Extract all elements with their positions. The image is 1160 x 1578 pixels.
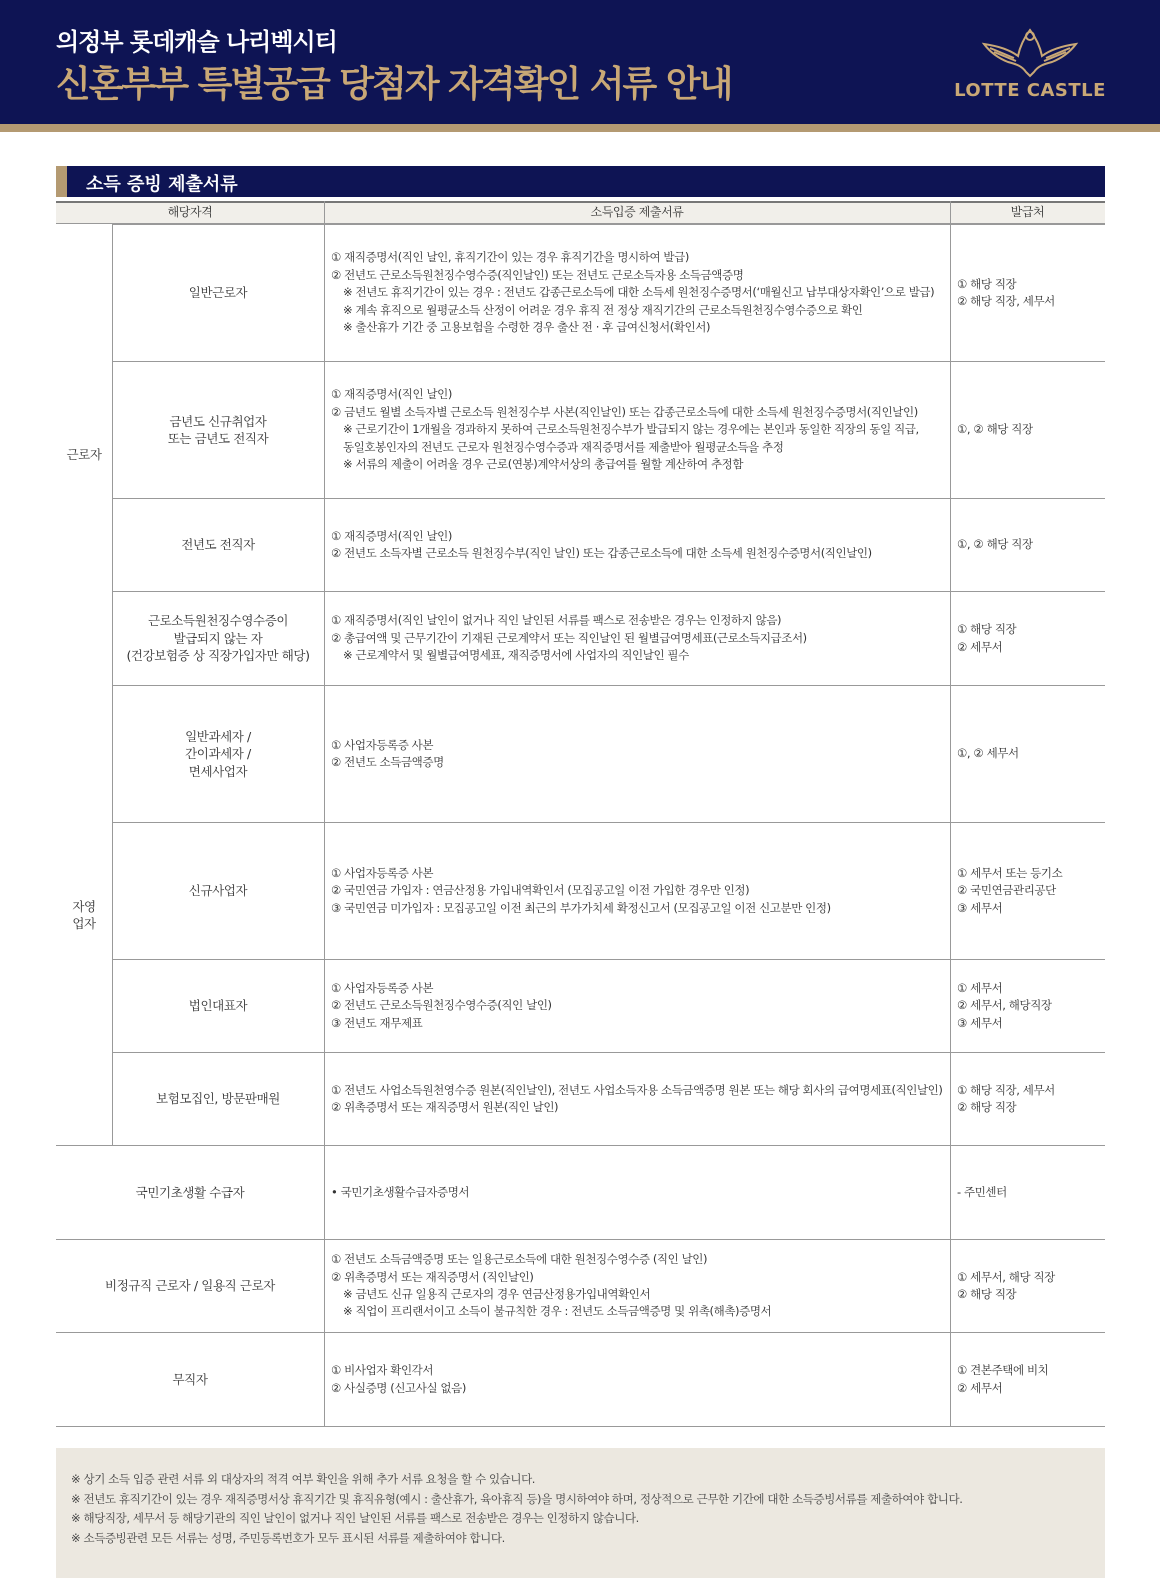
text-line: ② 국민연금관리공단: [957, 883, 1056, 898]
table-row-qualification: [112, 685, 324, 822]
table-row-qualification: [112, 959, 324, 1052]
grid-line: [56, 1426, 1105, 1427]
income-documents-table: [56, 201, 1105, 1433]
notes-list: [71, 1470, 962, 1548]
text-line: ※ 직업이 프리랜서이고 소득이 불규칙한 경우 : 전년도 소득금액증명 및 위촉(해촉)증명서: [343, 1304, 772, 1319]
table-row-qualification: [56, 1145, 324, 1239]
text-line: ① 재직증명서(직인 날인, 휴직기간이 있는 경우 휴직기간을 명시하여 발급): [331, 250, 689, 265]
note-item: ※ 전년도 휴직기간이 있는 경우 재직증명서상 휴직기간 및 휴직유형(예시 : 출산휴가, 육아휴직 등)을 명시하여야 하며, 정상적으로 근무한 기간에 대한 소득증빙서류를 제출하여야 합니다.: [71, 1491, 963, 1506]
eagle-icon: [980, 20, 1080, 80]
table-row-documents: [324, 822, 950, 959]
text-line: ① 해당 직장: [957, 276, 1017, 291]
qualification-label: 법인대표자: [188, 998, 248, 1014]
text-line: ① 재직증명서(직인 날인): [331, 528, 452, 543]
text-line: ② 금년도 월별 소득자별 근로소득 원천징수부 사본(직인날인) 또는 갑종근로소득에 대한 소득세 원천징수증명서(직인날인): [331, 404, 918, 419]
text-line: - 주민센터: [957, 1184, 1007, 1199]
grid-line: [950, 201, 951, 1426]
table-row-issuer: [950, 1332, 1105, 1426]
text-line: ② 위촉증명서 또는 재직증명서 (직인날인): [331, 1269, 534, 1284]
table-row-qualification: [56, 1239, 324, 1332]
table-row-issuer: [950, 224, 1105, 361]
table-row-issuer: [950, 685, 1105, 822]
table-row-documents: [324, 361, 950, 498]
project-name: 의정부 롯데캐슬 나리벡시티: [56, 28, 337, 56]
table-row-qualification: [112, 822, 324, 959]
text-line: ① 해당 직장: [957, 622, 1017, 637]
text-line: ③ 국민연금 미가입자 : 모집공고일 이전 최근의 부가가치세 확정신고서 (모집공고일 이전 신고분만 인정): [331, 900, 831, 915]
text-line: ※ 전년도 휴직기간이 있는 경우 : 전년도 갑종근로소득에 대한 소득세 원천징수증명서(‘매월신고 납부대상자확인’으로 발급): [343, 285, 935, 300]
text-line: ① 비사업자 확인각서: [331, 1363, 434, 1378]
qualification-label: 근로자: [66, 446, 102, 462]
table-row-qualification: [112, 1052, 324, 1145]
text-line: ① 견본주택에 비치: [957, 1363, 1049, 1378]
qualification-label: 보험모집인, 방문판매원: [156, 1091, 280, 1107]
table-row-documents: [324, 591, 950, 685]
section-title: 소득 증빙 제출서류: [86, 174, 238, 195]
text-line: ① 사업자등록증 사본: [331, 865, 434, 880]
text-line: ※ 근로계약서 및 월별급여명세표, 재직증명서에 사업자의 직인날인 필수: [343, 648, 689, 663]
text-line: ③ 세무서: [957, 900, 1003, 915]
table-row-qualification: [112, 498, 324, 591]
text-line: ② 전년도 근로소득원천징수영수증(직인날인) 또는 전년도 근로소득자용 소득금액증명: [331, 267, 744, 282]
text-line: ② 세무서: [957, 1380, 1003, 1395]
qualification-label: 무직자: [172, 1371, 208, 1387]
group-label-self-employed: [56, 685, 112, 1145]
text-line: ③ 전년도 재무제표: [331, 1015, 423, 1030]
text-line: ② 전년도 근로소득원천징수영수증(직인 날인): [331, 998, 552, 1013]
table-row-qualification: [56, 1332, 324, 1426]
text-line: ① 세무서 또는 등기소: [957, 865, 1063, 880]
qualification-label: 비정규직 근로자 / 일용직 근로자: [105, 1278, 275, 1294]
text-line: ② 해당 직장: [957, 1287, 1017, 1301]
text-line: ① 세무서: [957, 980, 1003, 995]
table-row-qualification: [112, 361, 324, 498]
column-header: 발급처: [950, 201, 1105, 224]
note-item: ※ 소득증빙관련 모든 서류는 성명, 주민등록번호가 모두 표시된 서류를 제출하여야 합니다.: [71, 1530, 505, 1545]
text-line: ② 해당 직장: [957, 1100, 1017, 1114]
text-line: ① 전년도 사업소득원천영수증 원본(직인날인), 전년도 사업소득자용 소득금액증명 원본 또는 해당 회사의 급여명세표(직인날인): [331, 1082, 943, 1097]
text-line: ※ 계속 휴직으로 월평균소득 산정이 어려운 경우 휴직 전 정상 재직기간의 근로소득원천징수영수증으로 확인: [343, 302, 863, 317]
qualification-label: 신규사업자: [188, 883, 248, 899]
text-line: ①, ② 해당 직장: [957, 422, 1033, 437]
text-line: ② 해당 직장, 세무서: [957, 294, 1055, 308]
qualification-label: 금년도 신규취업자 또는 금년도 전직자: [167, 413, 269, 446]
table-row-documents: [324, 959, 950, 1052]
table-row-documents: [324, 685, 950, 822]
grid-line: [112, 224, 113, 1145]
section-accent: [56, 166, 67, 197]
text-line: ① 세무서, 해당 직장: [957, 1269, 1055, 1284]
logo-text: LOTTE CASTLE: [954, 80, 1106, 101]
text-line: ② 총급여액 및 근무기간이 기재된 근로계약서 또는 직인날인 된 월별급여명세표(근로소득지급조서): [331, 630, 807, 645]
table-row-documents: [324, 498, 950, 591]
text-line: ① 재직증명서(직인 날인): [331, 387, 452, 402]
page-title: 신혼부부 특별공급 당첨자 자격확인 서류 안내: [56, 64, 732, 105]
text-line: ① 사업자등록증 사본: [331, 980, 434, 995]
text-line: ② 위촉증명서 또는 재직증명서 원본(직인 날인): [331, 1100, 559, 1114]
text-line: ※ 출산휴가 기간 중 고용보험을 수령한 경우 출산 전 · 후 급여신청서(확인서): [343, 320, 711, 335]
column-header: 소득입증 제출서류: [324, 201, 950, 224]
table-row-issuer: [950, 959, 1105, 1052]
grid-line: [324, 201, 325, 1426]
text-line: • 국민기초생활수급자증명서: [331, 1184, 470, 1199]
table-row-documents: [324, 1332, 950, 1426]
note-item: ※ 해당직장, 세무서 등 해당기관의 직인 날인이 없거나 직인 날인된 서류를 팩스로 전송받은 경우는 인정하지 않습니다.: [71, 1511, 639, 1526]
text-line: ② 세무서, 해당직장: [957, 998, 1052, 1013]
text-line: ② 전년도 소득자별 근로소득 원천징수부(직인 날인) 또는 갑종근로소득에 대한 소득세 원천징수증명서(직인날인): [331, 546, 872, 560]
lotte-castle-logo: [950, 20, 1110, 106]
table-row-issuer: [950, 591, 1105, 685]
qualification-label: 전년도 전직자: [181, 537, 255, 553]
table-row-issuer: [950, 1239, 1105, 1332]
notes-box: [56, 1448, 1105, 1578]
text-line: ※ 근로기간이 1개월을 경과하지 못하여 근로소득원천징수부가 발급되지 않는 경우에는 본인과 동일한 직장의 동일 직급,: [343, 422, 919, 437]
text-line: ※ 금년도 신규 일용직 근로자의 경우 연금산정용가입내역확인서: [343, 1287, 651, 1301]
qualification-label: 일반근로자: [188, 285, 248, 301]
table-row-issuer: [950, 1145, 1105, 1239]
text-line: ①, ② 해당 직장: [957, 537, 1033, 552]
table-row-issuer: [950, 1052, 1105, 1145]
table-row-documents: [324, 1145, 950, 1239]
header-divider: [0, 124, 1160, 132]
table-row-qualification: [112, 591, 324, 685]
text-line: 동일호봉인자의 전년도 근로자 원천징수영수증과 재직증명서를 제출받아 월평균소득을 추정: [343, 439, 784, 454]
table-row-qualification: [112, 224, 324, 361]
qualification-label: 일반과세자 / 간이과세자 / 면세사업자: [185, 728, 251, 779]
page-header: [0, 0, 1160, 124]
text-line: ② 전년도 소득금액증명: [331, 755, 444, 769]
table-row-issuer: [950, 361, 1105, 498]
column-header: 해당자격: [56, 201, 324, 224]
qualification-label: 자영 업자: [72, 898, 96, 931]
text-line: ③ 세무서: [957, 1015, 1003, 1030]
table-row-documents: [324, 1052, 950, 1145]
text-line: ①, ② 세무서: [957, 746, 1019, 761]
qualification-label: 근로소득원천징수영수증이 발급되지 않는 자 (건강보험증 상 직장가입자만 해당): [126, 613, 310, 664]
text-line: ※ 서류의 제출이 어려울 경우 근로(연봉)계약서상의 총급여를 월할 계산하여 추정함: [343, 457, 744, 472]
section-title-bar: [56, 166, 1105, 197]
table-row-documents: [324, 1239, 950, 1332]
text-line: ② 국민연금 가입자 : 연금산정용 가입내역확인서 (모집공고일 이전 가입한 경우만 인정): [331, 883, 750, 898]
group-label-employee: [56, 224, 112, 685]
text-line: ① 사업자등록증 사본: [331, 737, 434, 752]
qualification-label: 국민기초생활 수급자: [135, 1184, 245, 1200]
text-line: ② 세무서: [957, 639, 1003, 654]
text-line: ① 전년도 소득금액증명 또는 일용근로소득에 대한 원천징수영수증 (직인 날인): [331, 1252, 708, 1267]
text-line: ② 사실증명 (신고사실 없음): [331, 1380, 466, 1395]
table-row-documents: [324, 224, 950, 361]
table-row-issuer: [950, 498, 1105, 591]
note-item: ※ 상기 소득 입증 관련 서류 외 대상자의 적격 여부 확인을 위해 추가 서류 요청을 할 수 있습니다.: [71, 1472, 536, 1486]
text-line: ① 해당 직장, 세무서: [957, 1082, 1055, 1097]
table-row-issuer: [950, 822, 1105, 959]
text-line: ① 재직증명서(직인 날인이 없거나 직인 날인된 서류를 팩스로 전송받은 경우는 인정하지 않음): [331, 613, 782, 628]
